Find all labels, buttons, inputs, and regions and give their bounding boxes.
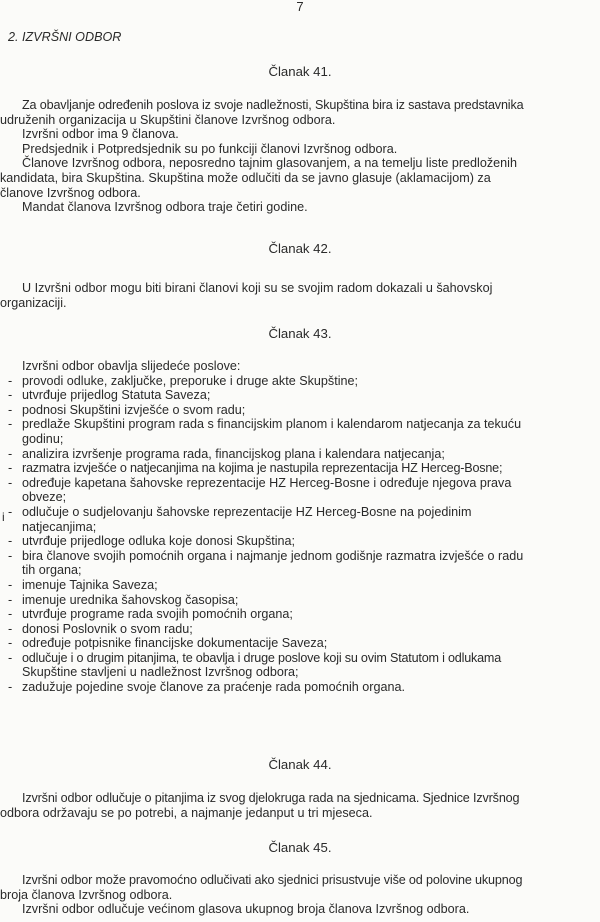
list-dash: - (8, 446, 13, 461)
article-41-title: Članak 41. (268, 64, 332, 79)
list-item (0, 505, 600, 534)
text-line: Članove Izvršnog odbora, neposredno tajnim glasovanjem, a na temelju liste predloženih (22, 156, 517, 171)
article-42-title: Članak 42. (268, 241, 332, 256)
list-item-text: bira članove svojih pomoćnih organa i najmanje jednom godišnje razmatra izvješće o radu (22, 548, 524, 563)
article-43-body (0, 359, 600, 695)
list-item-text: analizira izvršenje programa rada, financijskog plana i kalendara natjecanja; (22, 446, 445, 461)
list-item (0, 593, 600, 608)
list-item-text: donosi Poslovnik o svom radu; (22, 621, 193, 636)
list-item-continuation: Skupštine stavljeni u nadležnost Izvršnog odbora; (22, 665, 299, 680)
text-line: Izvršni odbor odlučuje o pitanjima iz svog djelokruga rada na sjednicama. Sjednice Izvršnog (22, 791, 520, 805)
text-line: U Izvršni odbor mogu biti birani članovi koji su se svojim radom dokazali u šahovskoj (22, 281, 493, 295)
list-item (0, 622, 600, 637)
text-line: Mandat članova Izvršnog odbora traje četiri godine. (22, 200, 308, 215)
list-item (0, 388, 600, 403)
text-line: organizaciji. (0, 295, 67, 310)
list-item-text: utvrđuje prijedloge odluka koje donosi Skupština; (22, 534, 296, 549)
section-title: 2. IZVRŠNI ODBOR (8, 30, 122, 44)
list-dash: - (8, 636, 13, 651)
list-item-text: određuje kapetana šahovske reprezentacije HZ Herceg-Bosne i određuje njegova prava (22, 475, 512, 490)
list-dash: - (8, 461, 13, 476)
list-dash: - (8, 548, 13, 563)
text-line: Izvršni odbor može pravomoćno odlučivati ako sjednici prisustvuje više od polovine ukupnog (22, 873, 523, 887)
list-item (0, 447, 600, 462)
list-item (0, 403, 600, 418)
list-item-text: provodi odluke, zaključke, preporuke i druge akte Skupštine; (22, 373, 359, 388)
list-item (0, 651, 600, 680)
margin-mark: i (2, 510, 5, 524)
list-item (0, 607, 600, 622)
article-43-title: Članak 43. (268, 326, 332, 341)
list-dash: - (8, 607, 13, 622)
list-item-text: podnosi Skupštini izvješće o svom radu; (22, 402, 246, 417)
list-item-text: određuje potpisnike financijske dokumentacije Saveza; (22, 636, 328, 651)
list-item-text: imenuje Tajnika Saveza; (22, 577, 158, 592)
text-line: Izvršni odbor ima 9 članova. (22, 127, 179, 142)
list-item (0, 476, 600, 505)
article-44-title: Članak 44. (268, 757, 332, 772)
list-item-text: razmatra izvješće o natjecanjima na kojima je nastupila reprezentacija HZ Herceg-Bosne; (22, 461, 503, 476)
list-dash: - (8, 577, 13, 592)
list-dash: - (8, 621, 13, 636)
list-dash: - (8, 475, 13, 490)
text-line: odbora održavaju se po potrebi, a najmanje jedanput u tri mjeseca. (0, 805, 373, 820)
list-item (0, 374, 600, 389)
article-41-body (0, 98, 600, 215)
list-item-text: imenuje urednika šahovskog časopisa; (22, 592, 239, 607)
list-item (0, 636, 600, 651)
article-45-body (0, 873, 600, 917)
list-item-continuation: tih organa; (22, 563, 82, 578)
list-item (0, 417, 600, 446)
article-45-title: Članak 45. (268, 840, 332, 855)
list-item-continuation: natjecanjima; (22, 519, 97, 534)
list-dash: - (8, 388, 13, 403)
list-item (0, 578, 600, 593)
list-item-text: utvrđuje programe rada svojih pomoćnih organa; (22, 607, 293, 622)
text-line: Izvršni odbor odlučuje većinom glasova ukupnog broja članova Izvršnog odbora. (22, 902, 470, 917)
list-dash: - (8, 592, 13, 607)
list-dash: - (8, 680, 13, 695)
list-item (0, 549, 600, 578)
list-intro: Izvršni odbor obavlja slijedeće poslove: (22, 359, 241, 373)
article-42-body (0, 281, 600, 310)
list-item-text: utvrđuje prijedlog Statuta Saveza; (22, 388, 211, 403)
text-line: broja članova Izvršnog odbora. (0, 887, 173, 902)
list-item-text: odlučuje i o drugim pitanjima, te obavlja i druge poslove koji su ovim Statutom i odlukama (22, 650, 502, 665)
list-dash: - (8, 417, 13, 432)
text-line: Predsjednik i Potpredsjednik su po funkciji članovi Izvršnog odbora. (22, 141, 398, 156)
list-dash: - (8, 650, 13, 665)
list-item (0, 534, 600, 549)
list-dash: - (8, 402, 13, 417)
text-line: kandidata, bira Skupština. Skupština može odlučiti da se javno glasuje (aklamacijom) za (0, 170, 491, 185)
page-number: 7 (296, 0, 304, 14)
list-item (0, 461, 600, 476)
list-item-text: odlučuje o sudjelovanju šahovske reprezentacije HZ Herceg-Bosne na pojedinim (22, 504, 472, 519)
list-item-continuation: obveze; (22, 490, 67, 505)
duty-list (0, 374, 600, 695)
text-line: članove Izvršnog odbora. (0, 185, 141, 200)
list-item (0, 680, 600, 695)
text-line: Za obavljanje određenih poslova iz svoje nadležnosti, Skupština bira iz sastava predstavnika (22, 98, 524, 112)
list-dash: - (8, 534, 13, 549)
list-item-text: zadužuje pojedine svoje članove za praćenje rada pomoćnih organa. (22, 680, 405, 695)
list-dash: - (8, 373, 13, 388)
list-dash: - (8, 504, 13, 519)
list-item-text: predlaže Skupštini program rada s financijskim planom i kalendarom natjecanja za tekuću (22, 417, 522, 432)
text-line: udruženih organizacija u Skupštini članove Izvršnog odbora. (0, 112, 336, 127)
list-item-continuation: godinu; (22, 431, 64, 446)
article-44-body (0, 791, 600, 820)
